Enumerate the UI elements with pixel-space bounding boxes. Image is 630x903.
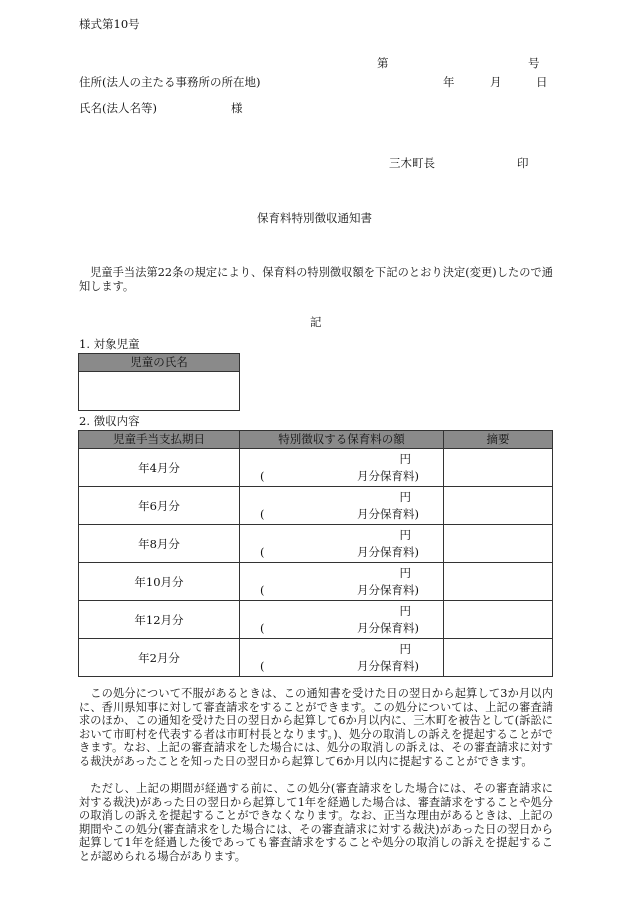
amount-cell[interactable]: [240, 601, 444, 639]
amount-cell[interactable]: [240, 639, 444, 677]
seal-mark: 印: [517, 156, 529, 170]
child-table: [78, 353, 240, 411]
table-row: [79, 449, 553, 487]
header-payment-date: 児童手当支払期日: [79, 431, 240, 449]
payment-month: 年12月分: [79, 601, 240, 639]
name-label: 氏名(法人名等): [79, 101, 157, 115]
header-amount: 特別徴収する保育料の額: [240, 431, 444, 449]
ki-mark: 記: [310, 315, 322, 329]
collection-table: [78, 430, 553, 677]
amount-cell[interactable]: [240, 525, 444, 563]
table-row: [79, 487, 553, 525]
paren-open: (: [260, 545, 265, 559]
appeal-notice-paragraph-1: この処分について不服があるときは、この通知書を受けた日の翌日から起算して3か月以内に、香川県知事に対して審査請求をすることができます。この処分については、上記の審査請求のほか、この通知を受けた日の翌日から起算して6か月以内に、三木町を被告として(訴訟において市町村を代表する者は市町村長となります。)、処分の取消しの訴えを提起することができます。なお、上記の審査請求をした場合には、処分の取消しの訴えは、その審査請求に対する裁決があったことを知った日の翌日から起算して6か月以内に提起することができます。: [79, 687, 553, 768]
amount-cell[interactable]: [240, 487, 444, 525]
document-number-dai: 第: [377, 56, 389, 70]
document-title: 保育料特別徴収通知書: [257, 211, 372, 225]
table-row: [79, 525, 553, 563]
remarks-cell[interactable]: [444, 639, 553, 677]
remarks-cell[interactable]: [444, 449, 553, 487]
yen-unit: 円: [399, 566, 411, 580]
payment-month: 年6月分: [79, 487, 240, 525]
table-row: [79, 639, 553, 677]
yen-unit: 円: [399, 452, 411, 466]
appeal-notice-paragraph-2: ただし、上記の期間が経過する前に、この処分(審査請求をした場合には、その審査請求に対する裁決)があった日の翌日から起算して1年を経過した場合は、審査請求をすることや処分の取消しの訴えを提起することができなくなります。なお、正当な理由があるときは、上記の期間やこの処分(審査請求をした場合には、その審査請求に対する裁決)があった日の翌日から起算して1年を経過した後であっても審査請求をすることや処分の取消しの訴えを提起することが認められる場合があります。: [79, 782, 553, 863]
section1-heading: 1. 対象児童: [79, 337, 140, 351]
months-fee-label: 月分保育料): [357, 545, 419, 559]
header-remarks: 摘要: [444, 431, 553, 449]
payment-month: 年10月分: [79, 563, 240, 601]
payment-month: 年4月分: [79, 449, 240, 487]
months-fee-label: 月分保育料): [357, 469, 419, 483]
paren-open: (: [260, 621, 265, 635]
document-number-go: 号: [528, 56, 540, 70]
intro-paragraph: 児童手当法第22条の規定により、保育料の特別徴収額を下記のとおり決定(変更)したので通知します。: [79, 266, 553, 293]
table-row: [79, 601, 553, 639]
table-row: [79, 563, 553, 601]
yen-unit: 円: [399, 490, 411, 504]
section2-heading: 2. 徴収内容: [79, 414, 140, 428]
remarks-cell[interactable]: [444, 487, 553, 525]
child-name-header: 児童の氏名: [79, 354, 240, 372]
amount-cell[interactable]: [240, 449, 444, 487]
child-name-cell[interactable]: [79, 372, 240, 411]
paren-open: (: [260, 583, 265, 597]
payment-month: 年8月分: [79, 525, 240, 563]
months-fee-label: 月分保育料): [357, 583, 419, 597]
months-fee-label: 月分保育料): [357, 507, 419, 521]
yen-unit: 円: [399, 642, 411, 656]
date-day: 日: [536, 75, 548, 89]
yen-unit: 円: [399, 604, 411, 618]
paren-open: (: [260, 469, 265, 483]
remarks-cell[interactable]: [444, 525, 553, 563]
remarks-cell[interactable]: [444, 563, 553, 601]
yen-unit: 円: [399, 528, 411, 542]
honorific-sama: 様: [231, 101, 243, 115]
date-month: 月: [490, 75, 502, 89]
months-fee-label: 月分保育料): [357, 621, 419, 635]
paren-open: (: [260, 507, 265, 521]
address-label: 住所(法人の主たる事務所の所在地): [79, 75, 261, 89]
issuer: 三木町長: [389, 156, 435, 170]
payment-month: 年2月分: [79, 639, 240, 677]
remarks-cell[interactable]: [444, 601, 553, 639]
months-fee-label: 月分保育料): [357, 659, 419, 673]
form-number: 様式第10号: [79, 17, 140, 31]
date-year: 年: [443, 75, 455, 89]
amount-cell[interactable]: [240, 563, 444, 601]
paren-open: (: [260, 659, 265, 673]
